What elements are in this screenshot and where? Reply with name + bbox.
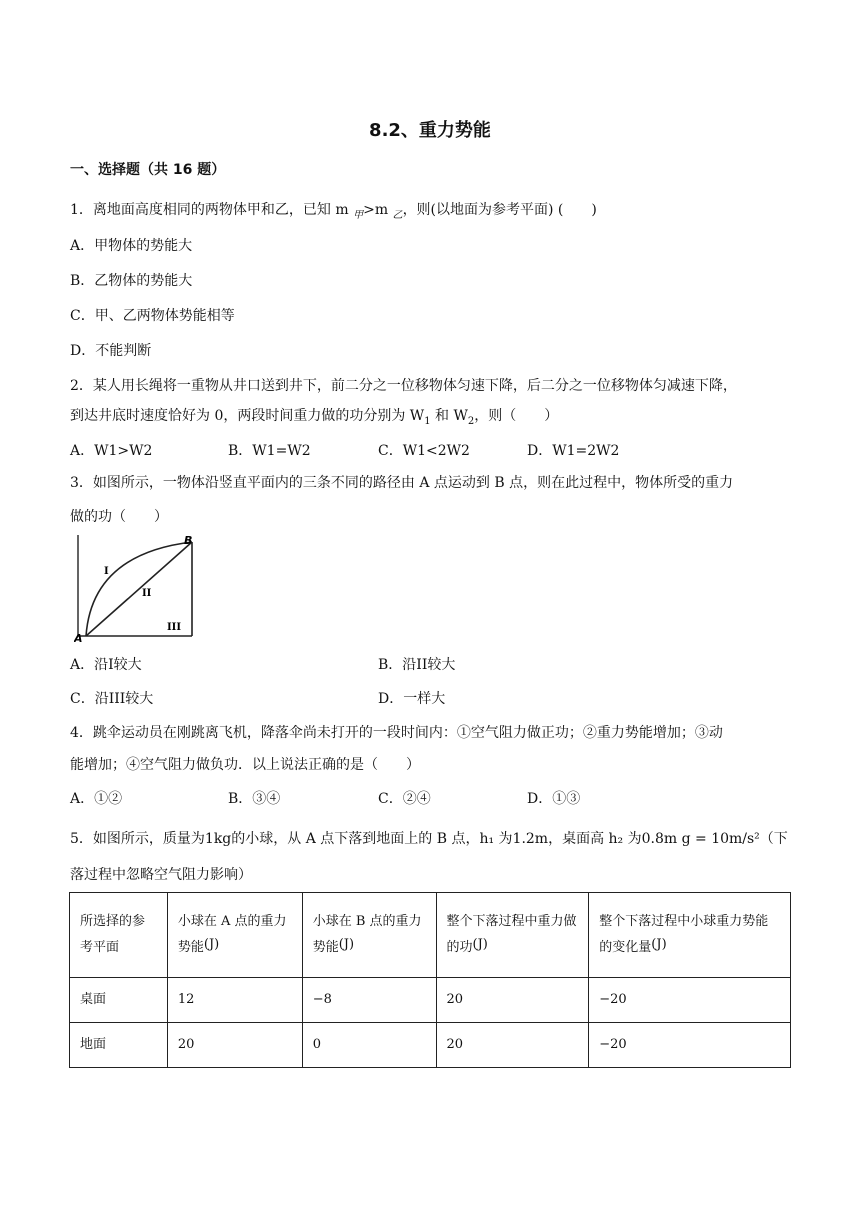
header-text: 整个下落过程中重力做的功 [446, 914, 577, 955]
q4-option-a: A．①② [70, 791, 123, 807]
figure-label-a: A [74, 632, 83, 644]
header-text: 小球在 A 点的重力势能 [177, 914, 287, 955]
table-cell: −8 [302, 978, 436, 1023]
table-header-cell [589, 893, 791, 978]
q1-sub-jia: 甲 [353, 209, 364, 221]
section-heading: 一、选择题（共 16 题） [70, 162, 226, 178]
table-header-cell [167, 893, 302, 978]
q2-line2-part: 和 W [430, 408, 468, 424]
header-text: 小球在 B 点的重力势能 [312, 914, 422, 955]
table-header-cell [302, 893, 436, 978]
q2-option-b: B．W1=W2 [228, 443, 311, 459]
q1-option-a: A．甲物体的势能大 [70, 238, 193, 254]
q1-stem-part: ，则(以地面为参考平面) ( ) [402, 202, 597, 218]
q2-option-a: A．W1>W2 [70, 443, 153, 459]
figure-label-path1: I [104, 566, 109, 577]
q3-option-c: C．沿III较大 [70, 691, 154, 707]
q1-option-d: D．不能判断 [70, 343, 152, 359]
q1-stem [70, 199, 597, 221]
table-cell: 20 [436, 978, 589, 1023]
q3-option-b: B．沿II较大 [378, 657, 456, 673]
figure-label-path2: II [142, 588, 152, 599]
unit-label: (J) [203, 937, 220, 952]
unit-label: (J) [651, 937, 667, 952]
q2-sub1: 1 [424, 415, 431, 427]
page-title: 8.2、重力势能 [369, 120, 491, 141]
q2-option-c: C．W1<2W2 [378, 443, 470, 459]
q2-line2-part: ，则（ ） [474, 408, 559, 424]
table-cell: 20 [167, 1023, 302, 1068]
header-text: 所选择的参考平面 [80, 914, 146, 955]
table-header-row [70, 893, 791, 978]
q1-stem-part: 1．离地面高度相同的两物体甲和乙，已知 m [70, 202, 354, 218]
table-cell: 0 [302, 1023, 436, 1068]
table-cell: 地面 [70, 1023, 168, 1068]
q4-option-c: C．②④ [378, 791, 431, 807]
figure-label-b: B [184, 534, 193, 547]
q3-line2: 做的功（ ） [70, 509, 168, 525]
q5-table [69, 892, 791, 1068]
unit-label: (J) [472, 937, 488, 952]
header-text: 整个下落过程中小球重力势能的变化量 [599, 914, 769, 955]
table-row [70, 978, 791, 1023]
table-row [70, 1023, 791, 1068]
q4-line1: 4．跳伞运动员在刚跳离飞机，降落伞尚未打开的一段时间内：①空气阻力做正功；②重力势能增加；③动 [70, 725, 723, 741]
q2-sub2: 2 [467, 415, 475, 427]
q3-option-a: A．沿I较大 [70, 657, 142, 673]
table-header-cell [436, 893, 589, 978]
q1-sub-yi: 乙 [392, 209, 403, 221]
unit-label: (J) [338, 937, 355, 952]
q2-line2-part: 到达井底时速度恰好为 0，两段时间重力做的功分别为 W [70, 408, 425, 424]
table-header-cell [70, 893, 168, 978]
q3-option-d: D．一样大 [378, 691, 446, 707]
q4-option-b: B．③④ [228, 791, 281, 807]
q5-line1: 5．如图所示，质量为1kg的小球，从 A 点下落到地面上的 B 点，h₁ 为1.2m，桌面高 h₂ 为0.8m g = 10m/s²（下 [70, 831, 788, 847]
q1-option-b: B．乙物体的势能大 [70, 273, 193, 289]
q3-line1: 3．如图所示，一物体沿竖直平面内的三条不同的路径由 A 点运动到 B 点，则在此过程中，物体所受的重力 [70, 475, 734, 491]
q1-stem-part: >m [363, 202, 393, 218]
table-cell: 桌面 [70, 978, 168, 1023]
q1-option-c: C．甲、乙两物体势能相等 [70, 308, 235, 324]
table-cell: 12 [167, 978, 302, 1023]
q4-option-d: D．①③ [527, 791, 581, 807]
figure-label-path3: III [167, 622, 182, 633]
q2-line2 [70, 405, 558, 427]
q5-line2: 落过程中忽略空气阻力影响） [70, 867, 252, 883]
q2-option-d: D．W1=2W2 [527, 443, 620, 459]
q3-path-figure [74, 532, 206, 644]
table-cell: −20 [589, 978, 791, 1023]
table-cell: 20 [436, 1023, 589, 1068]
q4-line2: 能增加；④空气阻力做负功．以上说法正确的是（ ） [70, 757, 420, 773]
q2-line1: 2．某人用长绳将一重物从井口送到井下，前二分之一位移物体匀速下降，后二分之一位移物体匀减速下降， [70, 378, 737, 394]
table-cell: −20 [589, 1023, 791, 1068]
